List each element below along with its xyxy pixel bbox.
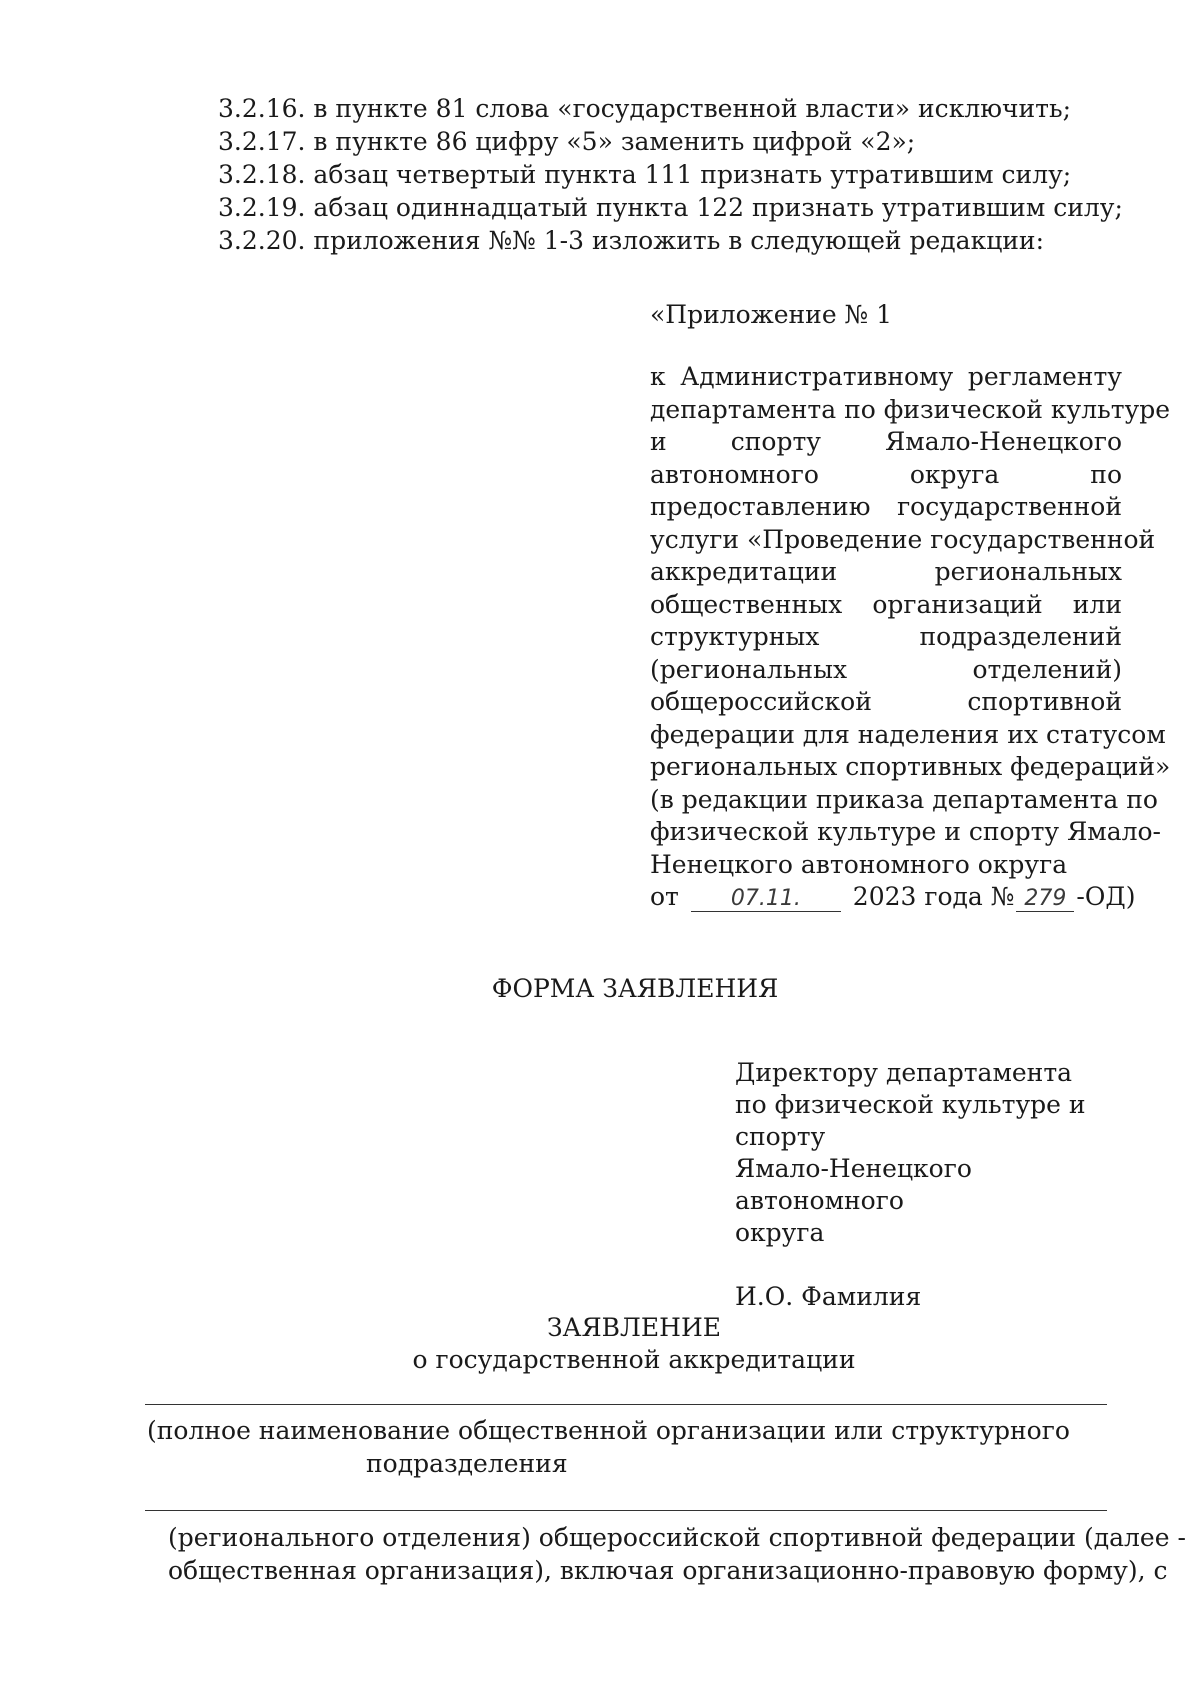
form-title: ФОРМА ЗАЯВЛЕНИЯ [491, 974, 779, 1003]
field-caption: подразделения [366, 1449, 568, 1478]
order-date-line [650, 881, 1136, 914]
appendix-line: предоставлению государственной [650, 492, 1122, 521]
year-text: 2023 года № [852, 882, 1015, 911]
statement-heading: ЗАЯВЛЕНИЕ [546, 1313, 722, 1342]
date-prefix: от [650, 882, 679, 911]
appendix-text [650, 361, 1171, 881]
amendment-item: 3.2.16. в пункте 81 слова «государственной власти» исключить; [218, 94, 1072, 123]
field-caption: общественная организация), включая организационно-правовую форму), с [168, 1556, 1168, 1585]
fill-in-line [145, 1510, 1107, 1511]
fill-in-line [145, 1404, 1107, 1405]
appendix-line: (региональных отделений) [650, 654, 1122, 684]
handwritten-order-number: 279 [1016, 887, 1074, 912]
appendix-line: услуги «Проведение государственной [650, 524, 1156, 554]
appendix-line: (в редакции приказа департамента по [650, 784, 1158, 814]
handwritten-date: 07.11. [691, 887, 841, 912]
appendix-line: и спорту Ямало-Ненецкого [650, 427, 1122, 456]
field-caption: (полное наименование общественной организации или структурного [147, 1416, 1070, 1445]
appendix-line: региональных спортивных федераций» [650, 752, 1171, 781]
amendment-item: 3.2.17. в пункте 86 цифру «5» заменить цифрой «2»; [218, 127, 916, 156]
signatory-name: И.О. Фамилия [735, 1282, 922, 1311]
statement-subheading: о государственной аккредитации [412, 1345, 856, 1374]
addressee-line: Директору департамента [735, 1058, 1073, 1087]
appendix-line: федерации для наделения их статусом [650, 719, 1166, 749]
appendix-line: аккредитации региональных [650, 557, 1122, 586]
addressee-line: спорту [735, 1122, 826, 1151]
addressee-line: округа [735, 1218, 825, 1247]
field-caption: (регионального отделения) общероссийской спортивной федерации (далее - [168, 1523, 1186, 1552]
amendment-item: 3.2.19. абзац одиннадцатый пункта 122 признать утратившим силу; [218, 193, 1123, 222]
appendix-line: структурных подразделений [650, 622, 1122, 651]
addressee-block [735, 1057, 1135, 1313]
order-suffix: -ОД) [1076, 882, 1136, 911]
amendment-item: 3.2.20. приложения №№ 1-3 изложить в следующей редакции: [218, 226, 1045, 255]
appendix-line: автономного округа по [650, 459, 1122, 489]
appendix-line: общероссийской спортивной [650, 687, 1122, 716]
appendix-line: к Административному регламенту [650, 362, 1122, 391]
appendix-line: физической культуре и спорту Ямало- [650, 817, 1161, 846]
appendix-title: «Приложение № 1 [650, 300, 893, 329]
appendix-line: Ненецкого автономного округа [650, 849, 1068, 879]
statement-heading-block [0, 1312, 1200, 1376]
addressee-line: по физической культуре и [735, 1090, 1086, 1119]
appendix-line: департамента по физической культуре [650, 394, 1171, 424]
amendment-item: 3.2.18. абзац четвертый пункта 111 признать утратившим силу; [218, 160, 1072, 189]
addressee-line: Ямало-Ненецкого автономного [735, 1154, 972, 1215]
amendments-list [218, 92, 1123, 257]
appendix-block [650, 298, 1171, 914]
appendix-line: общественных организаций или [650, 589, 1122, 619]
